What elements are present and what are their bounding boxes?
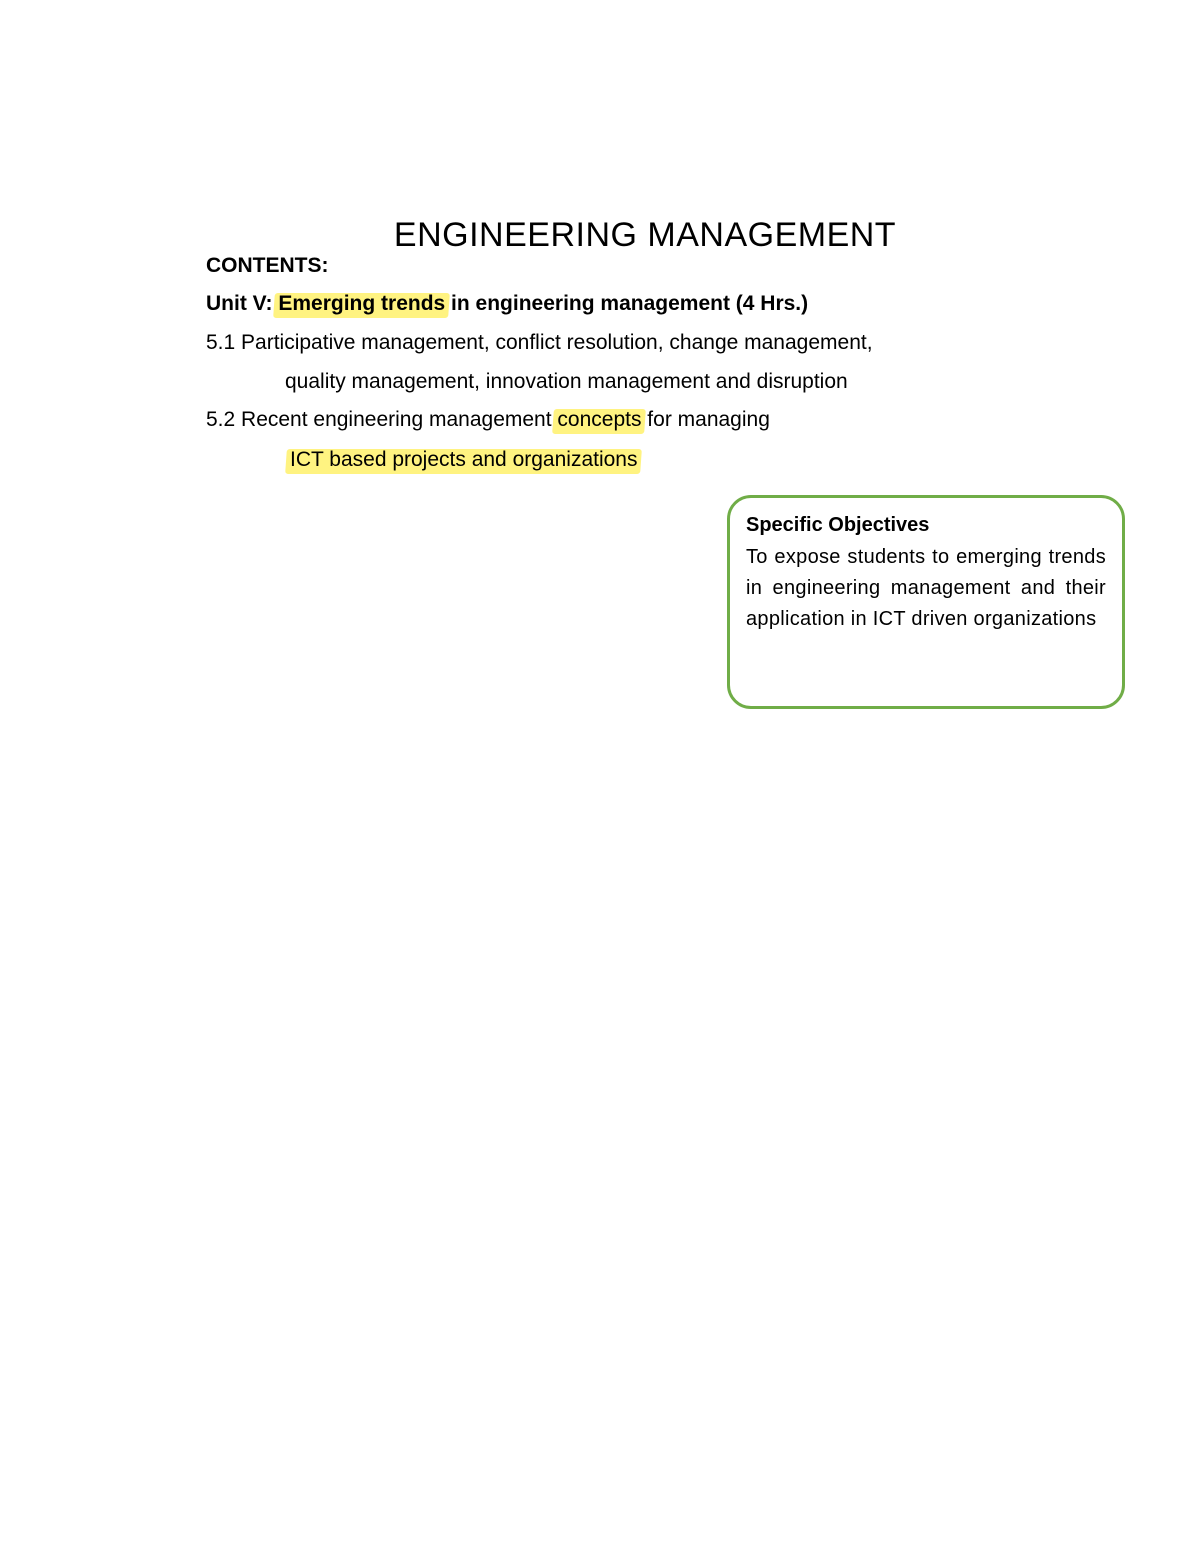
unit-rest: in engineering management (4 Hrs.) <box>445 292 809 315</box>
section-5-1-line-2: quality management, innovation management and disruption <box>285 370 848 393</box>
objectives-text: To expose students to emerging trends in engineering management and their application in ICT driven organizations <box>746 546 1106 630</box>
section-5-2-line-1 <box>206 407 770 433</box>
specific-objectives-box <box>727 495 1125 709</box>
section-5-1-line-1: 5.1 Participative management, conflict resolution, change management, <box>206 331 873 354</box>
unit-prefix: Unit V: <box>206 292 279 315</box>
section-5-2-highlighted-word: concepts <box>557 408 642 431</box>
objectives-title: Specific Objectives <box>746 514 930 536</box>
section-5-2-text-after: for managing <box>641 408 770 431</box>
unit-heading <box>206 291 808 317</box>
contents-label: CONTENTS: <box>206 254 329 277</box>
section-5-2-text-before: 5.2 Recent engineering management <box>206 408 558 431</box>
section-5-2-highlighted-line: ICT based projects and organizations <box>290 448 638 471</box>
section-5-2-line-2 <box>290 447 637 473</box>
page-title: ENGINEERING MANAGEMENT <box>393 216 897 254</box>
unit-highlighted-text: Emerging trends <box>278 292 446 315</box>
